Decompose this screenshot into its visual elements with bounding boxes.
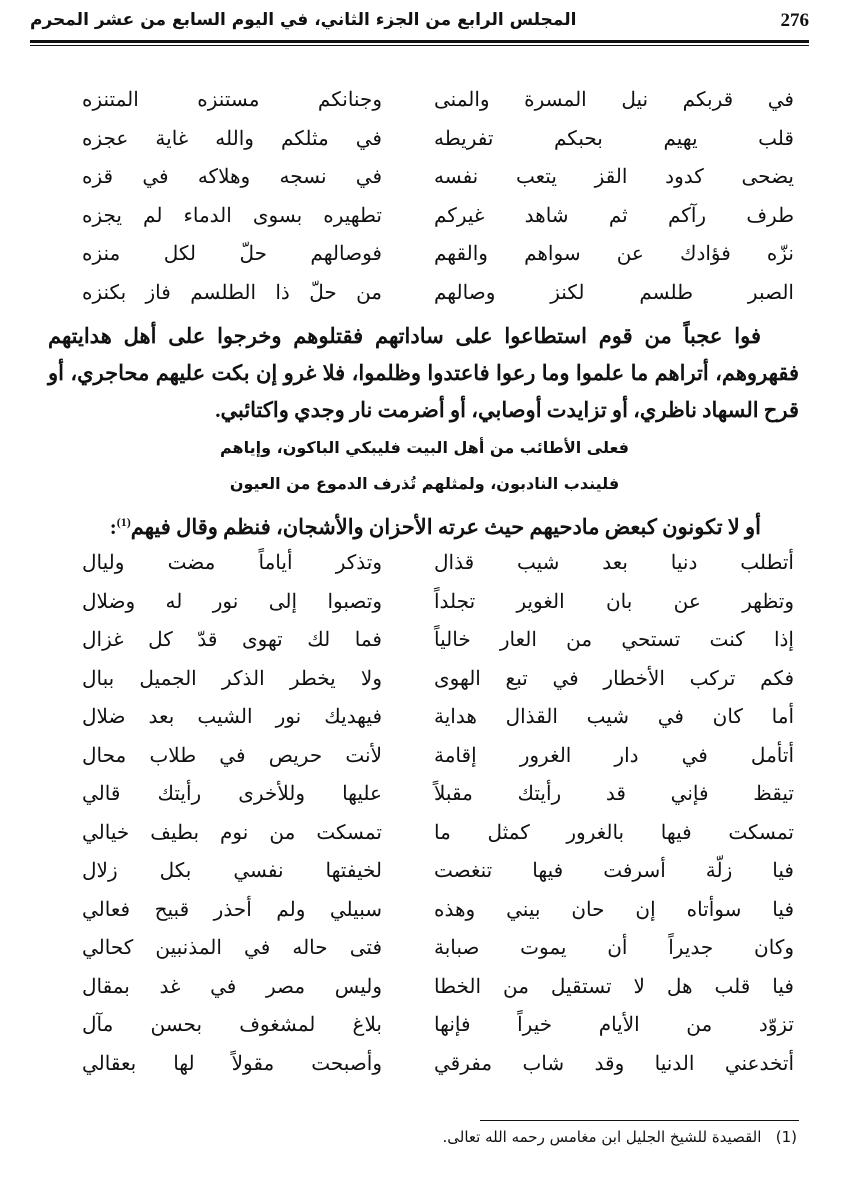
verse <box>60 774 794 813</box>
hemistich-first: طرف رآكم ثم شاهد غيركم <box>434 202 794 227</box>
verse <box>60 813 794 852</box>
verse <box>60 928 794 967</box>
hemistich-second: ولا يخطر الذكر الجميل ببال <box>82 665 382 690</box>
page-number: 276 <box>780 10 809 31</box>
paragraph-text: فوا عجباً من قوم استطاعوا على ساداتهم فقتلوهم وخرجوا على أهل هدايتهم فقهروهم، أتراهم ما علموا وما رعوا فاعتدوا وظلموا، فلا غرو إن بكت عليهم محاجري، أو قرح السهاد ناظري، أو تزايدت أوصابي، أو أضرمت نار وجدي واكتائبي. <box>48 324 799 422</box>
bold-line-1: فعلى الأطائب من أهل البيت فليبكي الباكون، وإياهم <box>219 438 630 457</box>
hemistich-first: الصبر طلسم لكنز وصالهم <box>434 279 794 304</box>
hemistich-second: فتى حاله في المذنبين كحالي <box>82 935 382 960</box>
hemistich-first: وتظهر عن بان الغوير تجلداً <box>434 588 794 613</box>
hemistich-second: فما لك تهوى قدّ كل غزال <box>82 627 382 652</box>
hemistich-second: سبيلي ولم أحذر قبيح فعالي <box>82 896 382 921</box>
hemistich-first: فيا زلّة أسرفت فيها تنغصت <box>434 858 794 883</box>
hemistich-first: أما كان في شيب القذال هداية <box>434 704 794 729</box>
hemistich-first: أتأمل في دار الغرور إقامة <box>434 742 794 767</box>
hemistich-second: بلاغ لمشغوف بحسن مآل <box>82 1012 382 1037</box>
verse <box>60 119 794 158</box>
verse <box>60 157 794 196</box>
footnote-text: القصيدة للشيخ الجليل ابن مغامس رحمه الله تعالى. <box>442 1128 762 1146</box>
hemistich-second: عليها وللأخرى رأيتك قالي <box>82 781 382 806</box>
hemistich-second: تطهيره بسوى الدماء لم يجزه <box>82 202 382 227</box>
hemistich-first: إذا كنت تستحي من العار خالياً <box>434 627 794 652</box>
verse <box>60 1005 794 1044</box>
verse <box>60 890 794 929</box>
verse <box>60 196 794 235</box>
verse <box>60 620 794 659</box>
verse <box>60 851 794 890</box>
hemistich-second: وأصبحت مقولاً لها بعقالي <box>82 1050 382 1075</box>
hemistich-second: من حلّ ذا الطلسم فاز بكنزه <box>82 279 382 304</box>
page-header <box>30 6 809 38</box>
verse <box>60 582 794 621</box>
hemistich-second: وتذكر أياماً مضت وليال <box>82 550 382 575</box>
hemistich-second: لأنت حريص في طلاب محال <box>82 742 382 767</box>
hemistich-first: في قربكم نيل المسرة والمنى <box>434 87 794 112</box>
footnote-ref[interactable]: (1) <box>116 515 131 529</box>
paragraph-text <box>48 504 799 546</box>
hemistich-first: أتطلب دنيا بعد شيب قذال <box>434 550 794 575</box>
hemistich-first: وكان جديراً أن يموت صبابة <box>434 935 794 960</box>
verse <box>60 736 794 775</box>
verse <box>60 273 794 312</box>
footnote <box>442 1128 797 1146</box>
hemistich-first: فيا سوأتاه إن حان بيني وهذه <box>434 896 794 921</box>
hemistich-first: تيقظ فإني قد رأيتك مقبلاً <box>434 781 794 806</box>
hemistich-second: فيهديك نور الشيب بعد ضلال <box>82 704 382 729</box>
hemistich-second: في مثلكم والله غاية عجزه <box>82 125 382 150</box>
hemistich-first: نزّه فؤادك عن سواهم والقهم <box>434 241 794 266</box>
hemistich-second: في نسجه وهلاكه في قزه <box>82 164 382 189</box>
hemistich-second: وتصبوا إلى نور له وضلال <box>82 588 382 613</box>
header-rule-thin <box>30 45 809 46</box>
verse <box>60 967 794 1006</box>
bold-line-2: فليندب النادبون، ولمثلهم تُذرف الدموع من العيون <box>229 474 620 493</box>
hemistich-first: فيا قلب هل لا تستقيل من الخطا <box>434 973 794 998</box>
poem-2 <box>60 543 794 1082</box>
paragraph-1 <box>48 318 799 429</box>
hemistich-first: تزوّد من الأيام خيراً فإنها <box>434 1012 794 1037</box>
hemistich-second: فوصالهم حلّ لكل منزه <box>82 241 382 266</box>
hemistich-first: يضحى كدود القز يتعب نفسه <box>434 164 794 189</box>
paragraph-2-end: : <box>109 515 117 539</box>
verse <box>60 659 794 698</box>
hemistich-first: فكم تركب الأخطار في تبع الهوى <box>434 665 794 690</box>
poem-1 <box>60 80 794 311</box>
hemistich-first: تمسكت فيها بالغرور كمثل ما <box>434 819 794 844</box>
running-title: المجلس الرابع من الجزء الثاني، في اليوم السابع من عشر المحرم <box>30 10 577 30</box>
verse <box>60 1044 794 1083</box>
hemistich-first: قلب يهيم بحبكم تفريطه <box>434 125 794 150</box>
verse <box>60 80 794 119</box>
footnote-number: (1) <box>775 1128 797 1146</box>
paragraph-2-text: أو لا تكونون كبعض مادحيهم حيث عرته الأحزان والأشجان، فنظم وقال فيهم <box>130 515 761 539</box>
paragraph-2 <box>48 504 799 546</box>
hemistich-second: لخيفتها نفسي بكل زلال <box>82 858 382 883</box>
verse <box>60 234 794 273</box>
verse <box>60 543 794 582</box>
hemistich-second: وليس مصر في غد بمقال <box>82 973 382 998</box>
verse <box>60 697 794 736</box>
hemistich-second: وجنانكم مستنزه المتنزه <box>82 87 382 112</box>
header-rule <box>30 40 809 43</box>
hemistich-first: أتخدعني الدنيا وقد شاب مفرقي <box>434 1050 794 1075</box>
hemistich-second: تمسكت من نوم بطيف خيالي <box>82 819 382 844</box>
footnote-rule <box>480 1120 799 1121</box>
